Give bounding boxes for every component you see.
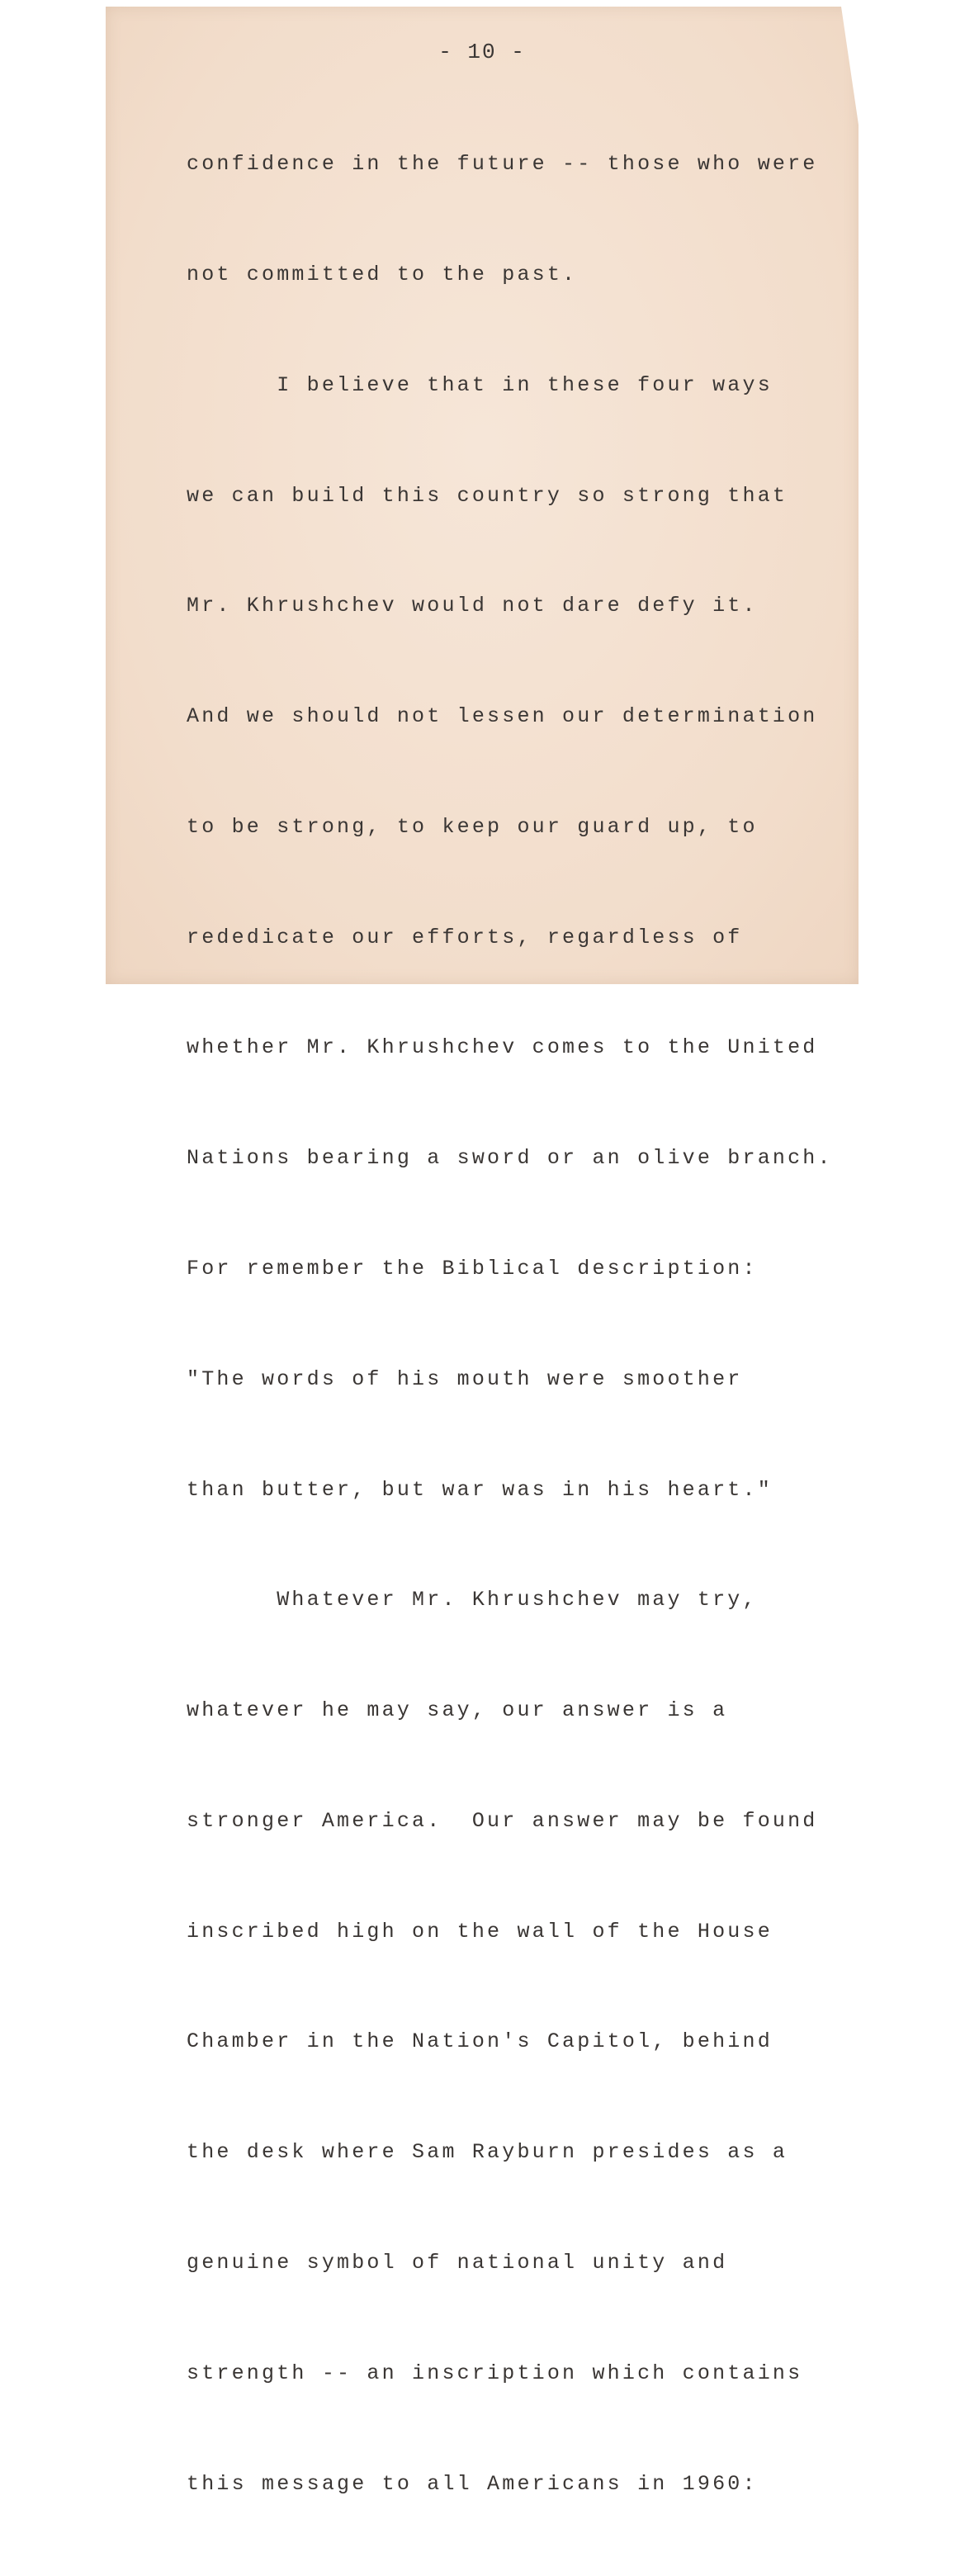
text-line: whether Mr. Khrushchev comes to the United <box>187 1035 818 1060</box>
text-line: rededicate our efforts, regardless of <box>187 925 743 949</box>
body-text <box>187 73 847 2576</box>
text-line: strength -- an inscription which contains <box>187 2361 803 2385</box>
text-line: this message to all Americans in 1960: <box>187 2471 758 2496</box>
text-line: "The words of his mouth were smoother <box>187 1366 743 1391</box>
text-line: than butter, but war was in his heart." <box>187 1477 773 1502</box>
text-line: Nations bearing a sword or an olive branch. <box>187 1146 833 1171</box>
text-line: And we should not lessen our determination <box>187 704 818 729</box>
text-line: Whatever Mr. Khrushchev may try, <box>187 1588 758 1612</box>
text-line: whatever he may say, our answer is a <box>187 1698 728 1723</box>
page-number: - 10 - <box>438 40 526 64</box>
text-line: Mr. Khrushchev would not dare defy it. <box>187 594 758 618</box>
text-line: genuine symbol of national unity and <box>187 2251 728 2275</box>
text-line: stronger America. Our answer may be found <box>187 1808 818 1833</box>
text-line: For remember the Biblical description: <box>187 1257 758 1281</box>
text-line: we can build this country so strong that <box>187 483 788 508</box>
text-line: inscribed high on the wall of the House <box>187 1919 773 1944</box>
text-line: I believe that in these four ways <box>187 372 773 397</box>
typewritten-page <box>106 7 859 2496</box>
text-line: confidence in the future -- those who were <box>187 152 818 177</box>
text-line: Chamber in the Nation's Capitol, behind <box>187 2029 773 2054</box>
text-line: to be strong, to keep our guard up, to <box>187 814 758 839</box>
text-line: the desk where Sam Rayburn presides as a <box>187 2140 788 2165</box>
text-line: not committed to the past. <box>187 262 578 286</box>
